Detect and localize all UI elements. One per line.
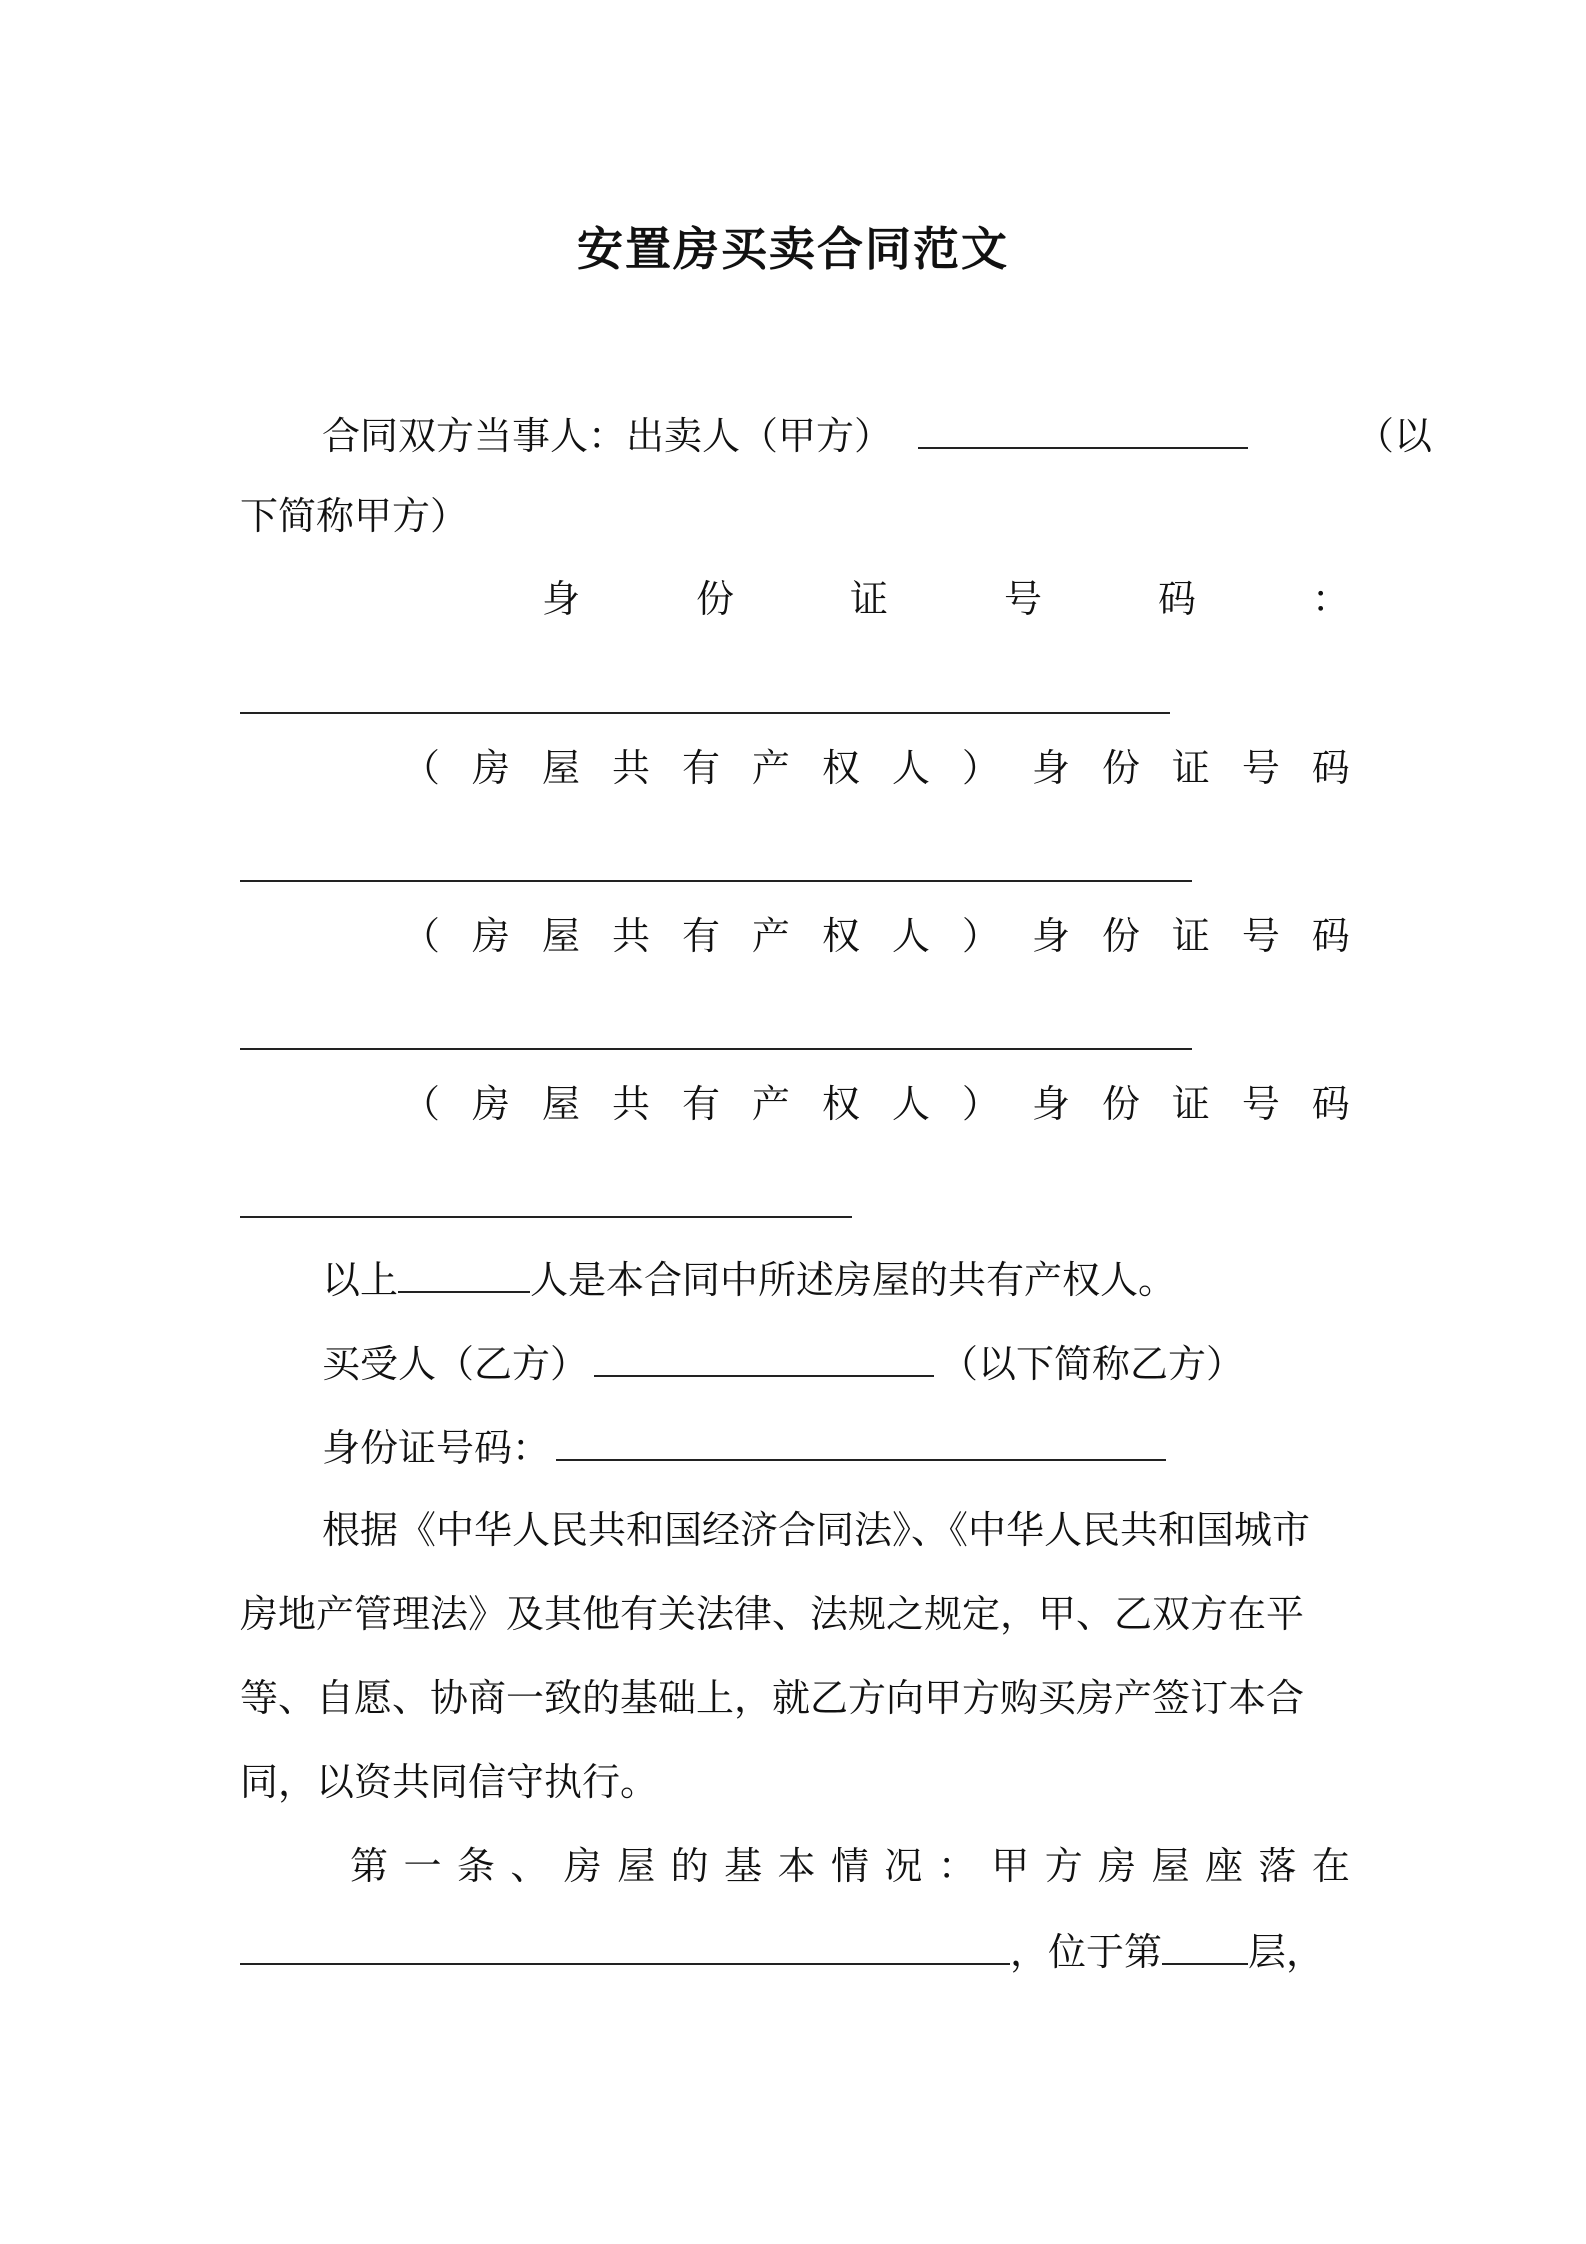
article-char: 房 — [1098, 1844, 1137, 1888]
id-char: 证 — [849, 577, 888, 621]
coowner-char: 身 — [1031, 1082, 1070, 1126]
seller-line-cont: 下简称甲方） — [240, 494, 469, 538]
coowner-char: （ — [402, 746, 441, 790]
coowner-char: 有 — [681, 746, 720, 790]
seller-id-label — [240, 573, 1350, 625]
article-char: 第 — [350, 1844, 389, 1888]
house-location-blank — [240, 1933, 1010, 1965]
article-char: 况 — [884, 1844, 923, 1888]
coowner-char: 份 — [1101, 746, 1140, 790]
preamble-line-1 — [240, 1504, 1350, 1556]
coowner-char: 产 — [751, 1082, 790, 1126]
coowner-char: 房 — [471, 914, 510, 958]
id-char: 码 — [1157, 577, 1196, 621]
preamble-line-3: 等、自愿、协商一致的基础上，就乙方向甲方购买房产签订本合 — [240, 1676, 1305, 1720]
buyer-id-line — [240, 1422, 1432, 1474]
article-char: 屋 — [617, 1844, 656, 1888]
id-char: 份 — [695, 577, 734, 621]
coowner-char: 人 — [891, 746, 930, 790]
coowner-char: 权 — [821, 914, 860, 958]
coowner-char: 有 — [681, 1082, 720, 1126]
preamble-line-2: 房地产管理法》及其他有关法律、法规之规定，甲、乙双方在平 — [240, 1592, 1305, 1636]
above-suffix: 人是本合同中所述房屋的共有产权人。 — [530, 1258, 1177, 1302]
coowner-char: 号 — [1241, 746, 1280, 790]
id-char: 身 — [542, 577, 581, 621]
coowner-char: 权 — [821, 746, 860, 790]
seller-label-end: （以 — [1355, 414, 1432, 458]
coowner-2-label — [240, 910, 1350, 962]
coowner-char: 共 — [611, 1082, 650, 1126]
coowner-char: ） — [961, 1082, 1000, 1126]
seller-name-blank — [918, 417, 1248, 449]
coowner-char: （ — [402, 914, 441, 958]
coowner-char: 权 — [821, 1082, 860, 1126]
coowner-2-blank — [240, 1048, 1192, 1050]
article-char: 在 — [1311, 1844, 1350, 1888]
id-char: ： — [1311, 577, 1350, 621]
coowner-char: 份 — [1101, 1082, 1140, 1126]
coowner-char: 码 — [1311, 1082, 1350, 1126]
coowner-char: 共 — [611, 914, 650, 958]
coowner-char: 码 — [1311, 914, 1350, 958]
article-char: 条 — [456, 1844, 495, 1888]
coowner-char: 号 — [1241, 914, 1280, 958]
preamble-text: 根据《中华人民共和国经济合同法》、《中华人民共和国城市 — [322, 1508, 1311, 1552]
buyer-label: 买受人（乙方） — [322, 1342, 589, 1386]
floor-blank — [1162, 1933, 1248, 1965]
floor-label-end: 层， — [1248, 1930, 1325, 1974]
article-char: 落 — [1258, 1844, 1297, 1888]
coowner-char: 号 — [1241, 1082, 1280, 1126]
coowner-char: ） — [961, 746, 1000, 790]
article-char: 情 — [830, 1844, 869, 1888]
buyer-id-blank — [556, 1429, 1166, 1461]
coowner-1-blank — [240, 880, 1192, 882]
article-1-location-line — [240, 1926, 1350, 1978]
above-prefix: 以上 — [322, 1258, 399, 1302]
buyer-line — [240, 1338, 1432, 1390]
buyer-name-blank — [594, 1345, 934, 1377]
coowner-char: 屋 — [541, 914, 580, 958]
id-char: 号 — [1003, 577, 1042, 621]
coowner-char: 人 — [891, 914, 930, 958]
document-title: 安置房买卖合同范文 — [577, 222, 1009, 276]
coowner-char: 证 — [1171, 1082, 1210, 1126]
buyer-label-end: （以下简称乙方） — [940, 1342, 1245, 1386]
article-char: 的 — [670, 1844, 709, 1888]
seller-id-blank — [240, 712, 1170, 714]
coowner-char: 码 — [1311, 746, 1350, 790]
coowner-char: 产 — [751, 914, 790, 958]
coowners-count-line — [240, 1254, 1432, 1306]
coowner-3-blank — [240, 1216, 852, 1218]
article-char: 本 — [777, 1844, 816, 1888]
article-char: 、 — [510, 1844, 549, 1888]
coowner-char: 房 — [471, 746, 510, 790]
article-char: 座 — [1205, 1844, 1244, 1888]
coowner-count-blank — [398, 1261, 530, 1293]
coowner-char: （ — [402, 1082, 441, 1126]
coowner-char: 证 — [1171, 746, 1210, 790]
floor-label: ，位于第 — [1010, 1930, 1163, 1974]
preamble-line-4: 同，以资共同信守执行。 — [240, 1760, 659, 1804]
coowner-3-label — [240, 1078, 1350, 1130]
coowner-char: 有 — [681, 914, 720, 958]
seller-label: 合同双方当事人：出卖人（甲方） — [322, 414, 893, 458]
article-1-heading — [240, 1840, 1350, 1892]
coowner-char: 份 — [1101, 914, 1140, 958]
seller-line — [240, 410, 1432, 462]
article-char: 甲 — [991, 1844, 1030, 1888]
coowner-char: 共 — [611, 746, 650, 790]
article-char: 方 — [1044, 1844, 1083, 1888]
coowner-char: 身 — [1031, 746, 1070, 790]
coowner-char: 身 — [1031, 914, 1070, 958]
coowner-char: 人 — [891, 1082, 930, 1126]
coowner-char: 屋 — [541, 746, 580, 790]
article-char: 房 — [563, 1844, 602, 1888]
coowner-1-label — [240, 742, 1350, 794]
coowner-char: 产 — [751, 746, 790, 790]
coowner-char: 屋 — [541, 1082, 580, 1126]
article-char: 一 — [403, 1844, 442, 1888]
coowner-char: 证 — [1171, 914, 1210, 958]
article-char: 屋 — [1151, 1844, 1190, 1888]
buyer-id-label: 身份证号码： — [322, 1426, 551, 1470]
article-char: 基 — [724, 1844, 763, 1888]
coowner-char: 房 — [471, 1082, 510, 1126]
article-char: ： — [937, 1844, 976, 1888]
coowner-char: ） — [961, 914, 1000, 958]
